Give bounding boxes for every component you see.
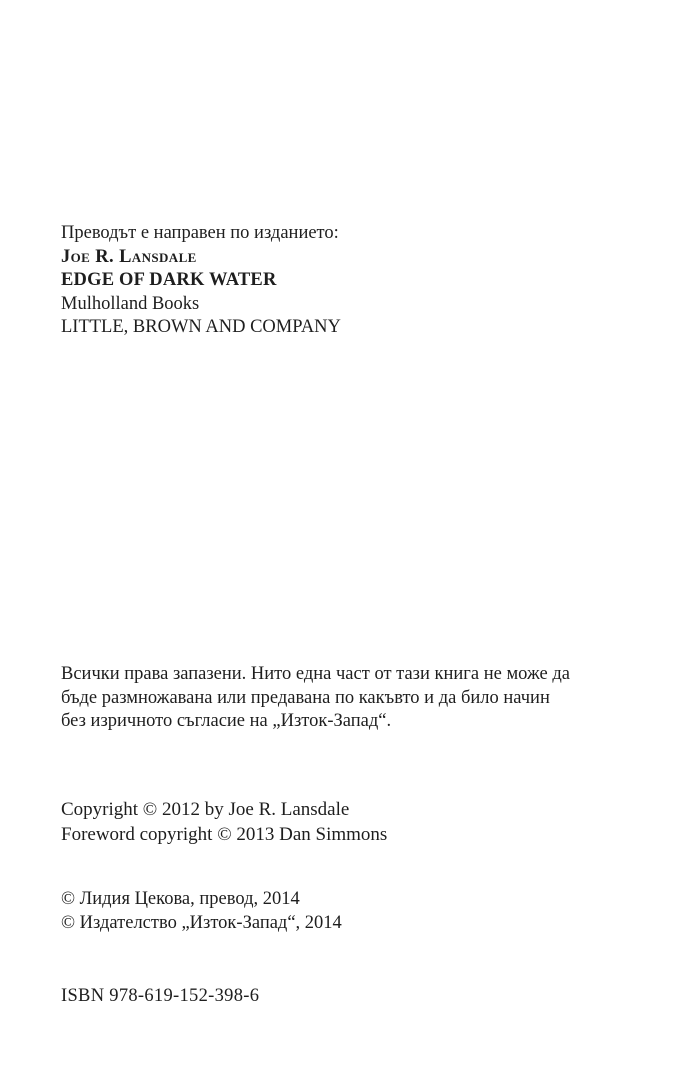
isbn-block	[61, 985, 641, 1009]
rights-line-1: Всички права запазени. Нито една част от тази книга не може да	[61, 664, 570, 684]
copyright-foreword: Foreword copyright © 2013 Dan Simmons	[61, 824, 388, 845]
rights-line-3: без изричното съгласие на „Изток-Запад“.	[61, 711, 392, 731]
rights-line-2: бъде размножавана или предавана по какъвто и да било начин	[61, 687, 550, 708]
translation-copyright: © Лидия Цекова, превод, 2014	[61, 889, 300, 909]
isbn-number: ISBN 978-619-152-398-6	[61, 986, 260, 1006]
copyright-author: Copyright © 2012 by Joe R. Lansdale	[61, 799, 350, 820]
original-publisher: LITTLE, BROWN AND COMPANY	[61, 317, 341, 337]
original-title: EDGE OF DARK WATER	[61, 270, 277, 290]
original-author: Joe R. Lansdale	[61, 246, 197, 267]
rights-notice	[61, 663, 616, 734]
translation-block	[61, 888, 641, 935]
original-imprint: Mulholland Books	[61, 293, 200, 314]
publisher-copyright: © Издателство „Изток-Запад“, 2014	[61, 912, 342, 933]
copyright-block	[61, 797, 641, 847]
original-edition-block	[61, 222, 641, 340]
original-edition-intro: Преводът е направен по изданието:	[61, 223, 339, 243]
